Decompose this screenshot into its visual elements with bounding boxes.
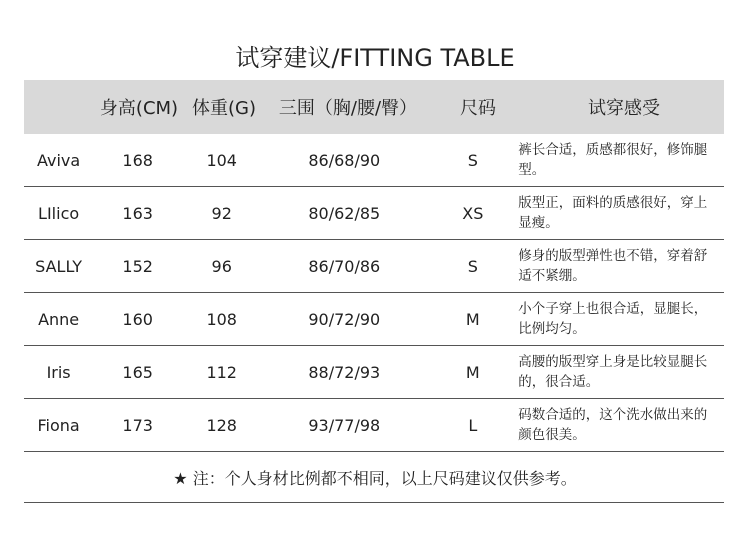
table-row <box>24 187 724 240</box>
cell-name: Aviva <box>37 150 81 170</box>
table-header <box>24 80 724 134</box>
cell-measurements: 90/72/90 <box>308 309 381 329</box>
cell-height: 163 <box>122 203 153 223</box>
cell-measurements: 93/77/98 <box>308 415 381 435</box>
cell-size: M <box>465 362 480 382</box>
header-measurements: 三围（胸/腰/臀） <box>278 98 418 119</box>
cell-size: XS <box>462 203 484 223</box>
cell-weight: 108 <box>206 309 237 329</box>
cell-size: L <box>468 415 478 435</box>
cell-weight: 128 <box>206 415 237 435</box>
cell-feedback: 修身的版型弹性也不错，穿着舒适不紧绷。 <box>518 248 708 284</box>
cell-name: Anne <box>38 309 80 329</box>
cell-name: SALLY <box>35 256 83 276</box>
cell-measurements: 80/62/85 <box>308 203 381 223</box>
cell-name: Fiona <box>37 415 80 435</box>
cell-feedback: 裤长合适，质感都很好，修饰腿型。 <box>518 142 708 178</box>
table-row <box>24 399 724 452</box>
header-weight: 体重(G) <box>192 98 256 119</box>
cell-weight: 92 <box>211 203 232 223</box>
cell-name: LIlico <box>38 203 80 223</box>
cell-feedback: 码数合适的，这个洗水做出来的颜色很美。 <box>518 407 708 443</box>
cell-height: 165 <box>122 362 153 382</box>
cell-measurements: 88/72/93 <box>308 362 381 382</box>
cell-height: 173 <box>122 415 153 435</box>
cell-weight: 96 <box>211 256 232 276</box>
header-feedback: 试穿感受 <box>588 98 660 119</box>
bottom-divider <box>24 502 724 503</box>
cell-measurements: 86/68/90 <box>308 150 381 170</box>
cell-size: S <box>467 256 478 276</box>
cell-feedback: 小个子穿上也很合适，显腿长，比例均匀。 <box>518 301 708 337</box>
cell-name: Iris <box>46 362 71 382</box>
table-row <box>24 293 724 346</box>
cell-height: 168 <box>122 150 153 170</box>
page-title: 试穿建议/FITTING TABLE <box>235 44 515 72</box>
table-row <box>24 240 724 293</box>
header-height: 身高(CM) <box>99 98 179 119</box>
cell-feedback: 版型正，面料的质感很好，穿上显瘦。 <box>518 195 708 231</box>
footnote: ★ 注：个人身材比例都不相同，以上尺码建议仅供参考。 <box>173 469 577 488</box>
cell-height: 160 <box>122 309 153 329</box>
cell-weight: 112 <box>206 362 237 382</box>
table-row <box>24 346 724 399</box>
cell-feedback: 高腰的版型穿上身是比较显腿长的，很合适。 <box>518 354 708 390</box>
cell-size: S <box>467 150 478 170</box>
fitting-table <box>24 80 724 452</box>
cell-size: M <box>465 309 480 329</box>
header-size: 尺码 <box>460 98 496 119</box>
cell-weight: 104 <box>206 150 237 170</box>
table-row <box>24 134 724 187</box>
cell-measurements: 86/70/86 <box>308 256 381 276</box>
cell-height: 152 <box>122 256 153 276</box>
